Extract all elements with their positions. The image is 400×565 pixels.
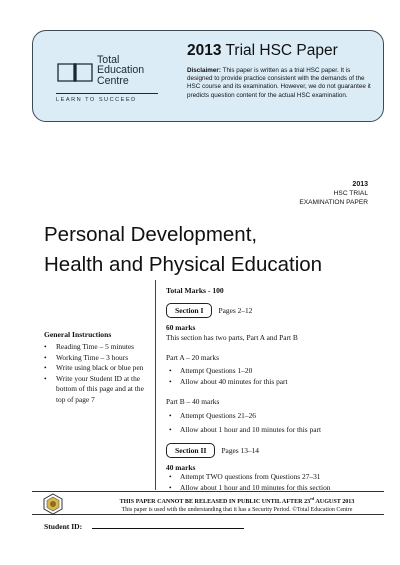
logo-divider [56,93,158,94]
paper-name: Trial HSC Paper [225,42,338,59]
security-period-note: This paper is used with the understanding that it has a Security Period. ©Total Education Centre [121,507,353,514]
general-instructions [44,330,154,405]
release-notice: THIS PAPER CANNOT BE RELEASED IN PUBLIC UNTIL AFTER 23rd AUGUST 2013 [119,496,355,506]
section-2-item: • Attempt TWO questions from Questions 27–31 [166,472,386,483]
part-b-item: • Allow about 1 hour and 10 minutes for this part [166,425,386,436]
section-1-header [166,303,386,318]
tec-logo [53,55,165,113]
paper-year: 2013 [187,42,222,59]
disclaimer-text: This paper is written as a trial HSC paper. It is designed to provide practice consistent with the demands of the HSC course and its examination. However, we do not guarantee it predicts question content for the actual HSC examination. [187,67,371,99]
subject-line-2: Health and Physical Education [44,253,323,276]
security-seal-icon [42,493,64,515]
section-1-description: This section has two parts, Part A and Part B [166,333,298,342]
part-b-item: • Attempt Questions 21–26 [166,411,386,422]
paper-title [187,42,338,60]
part-a-item: • Attempt Questions 1–20 [166,366,386,377]
part-b-title: Part B – 40 marks [166,397,220,407]
subject-title [44,220,322,280]
disclaimer [187,67,373,100]
instruction-item: • Reading Time – 5 minutes [44,342,154,353]
subject-line-1: Personal Development, [44,223,258,246]
exam-label-line-2: EXAMINATION PAPER [299,199,368,206]
header-banner [32,30,384,122]
column-divider [155,280,156,490]
instruction-item: • Write your Student ID at the bottom of this page and at the top of page 7 [44,374,154,406]
instruction-item: • Working Time – 3 hours [44,353,154,364]
part-a-title: Part A – 20 marks [166,353,219,362]
logo-line-1: Total [97,54,120,66]
general-instructions-title: General Instructions [44,330,112,339]
student-id-field [44,522,244,531]
disclaimer-label: Disclaimer: [187,67,221,74]
security-notice [92,495,382,514]
section-2-pages: Pages 13–14 [221,446,260,456]
section-1-label: Section I [166,303,212,318]
section-2-item: • Allow about 1 hour and 10 minutes for this section [166,483,386,494]
section-2-label: Section II [166,443,215,458]
instruction-item: • Write using black or blue pen [44,363,154,374]
section-2-marks: 40 marks [166,463,196,473]
student-id-line [92,522,244,529]
exam-label [299,180,368,207]
part-a-item: • Allow about 40 minutes for this part [166,377,386,388]
section-1-marks: 60 marks [166,323,196,332]
open-book-icon [56,61,94,83]
section-2-header [166,443,386,458]
security-notice-bar [32,491,384,515]
logo-line-2: Education [97,64,145,77]
section-1-pages: Pages 2–12 [218,306,253,315]
exam-year: 2013 [352,181,368,188]
exam-label-line-1: HSC TRIAL [333,190,368,197]
student-id-label: Student ID: [44,522,83,531]
logo-line-3: Centre [97,74,129,87]
logo-tagline: LEARN TO SUCCEED [56,97,137,103]
total-marks: Total Marks - 100 [166,286,224,295]
marks-column [166,286,386,494]
